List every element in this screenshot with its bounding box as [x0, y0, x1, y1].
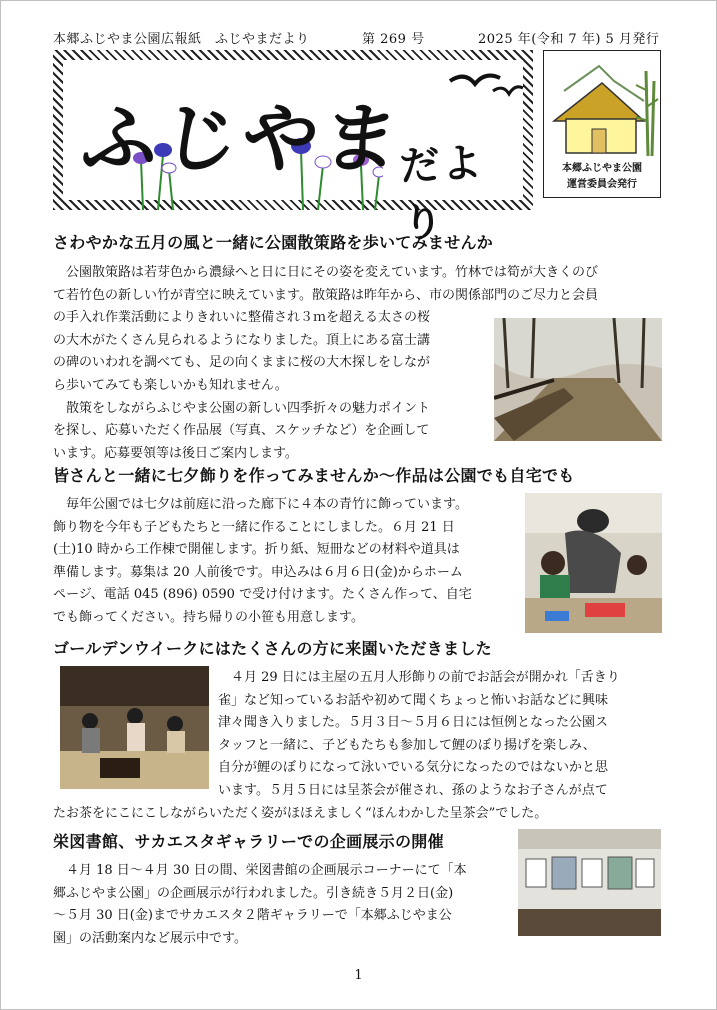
- masthead-subtitle: だより: [398, 139, 485, 248]
- article-3-line: たお茶をにこにこしながらいただく姿がほほえましく“ほんわかした呈茶会”でした。: [53, 805, 548, 821]
- article-4-line: ～５月 30 日(金)までサカエスタ２階ギャラリーで「本郷ふじやま公: [53, 908, 452, 924]
- article-3-heading: ゴールデンウイークにはたくさんの方に来園いただきました: [53, 639, 492, 658]
- article-1-line: 公園散策路は若芽色から濃緑へと日に日にその姿を変えています。竹林では筍が大きくのび: [53, 265, 598, 280]
- emblem-line-2: 運営委員会発行: [567, 179, 637, 190]
- article-1-heading: さわやかな五月の風と一緒に公園散策路を歩いてみませんか: [53, 233, 494, 252]
- article-4-line: 園」の活動案内など展示中です。: [53, 930, 247, 946]
- article-1-line: の手入れ作業活動によりきれいに整備され３ｍを超える太さの桜: [53, 310, 431, 326]
- article-1-line: ら歩いてみても楽しいかも知れません。: [53, 377, 288, 393]
- emblem-line-1: 本郷ふじやま公園: [562, 163, 642, 174]
- article-2-heading: 皆さんと一緒に七夕飾りを作ってみませんか～作品は公園でも自宅でも: [53, 466, 575, 485]
- article-3-line: 自分が鯉のぼりになって泳いでいる気分になったのではないかと思: [218, 760, 609, 776]
- article-3-line: タッフと一緒に、子どもたちも参加して鯉のぼり揚げを楽しみ、: [218, 737, 596, 753]
- tanabata-workshop-photo: [525, 493, 662, 633]
- article-3-line: 津々聞き入りました。５月３日～５月６日には恒例となった公園ス: [218, 715, 609, 731]
- article-1-line: の碑のいわれを調べても、足の向くままに桜の大木探しをしなが: [53, 355, 431, 371]
- article-3-line: ４月 29 日には主屋の五月人形飾りの前でお話会が開かれ「舌きり: [218, 670, 620, 685]
- article-2-line: 毎年公園では七夕は前庭に沿った廊下に４本の青竹に飾っています。: [53, 497, 468, 512]
- article-2-line: ページ、電話 045 (896) 0590 で受け付けます。たくさん作って、自宅: [53, 587, 472, 603]
- masthead-title: ふじやま: [77, 94, 408, 183]
- article-1-line: います。応募要領等は後日ご案内します。: [53, 445, 298, 461]
- article-2-line: 準備します。募集は 20 人前後です。申込みは６月６日(金)からホーム: [53, 564, 463, 580]
- thatched-house-icon: [544, 51, 660, 159]
- article-1-line: の大木がたくさん見られるようになりました。頂上にある富士講: [53, 332, 431, 348]
- article-1-line: て若竹色の新しい竹が青空に映えています。散策路は昨年から、市の関係部門のご尽力と会員: [53, 287, 598, 303]
- article-4-body: [53, 860, 508, 950]
- article-4-line: ４月 18 日～４月 30 日の間、栄図書館の企画展示コーナーにて「本: [53, 863, 467, 878]
- publication-name: 本郷ふじやま公園広報紙 ふじやまだより: [53, 32, 310, 47]
- article-4-heading: 栄図書館、サカエスタギャラリーでの企画展示の開催: [53, 832, 444, 851]
- issue-number: 第 269 号: [362, 32, 425, 47]
- issue-date: 2025 年(令和 7 年) 5 月発行: [478, 32, 660, 47]
- article-2-line: (土)10 時から工作棟で開催します。折り紙、短冊などの材料や道具は: [53, 542, 460, 558]
- page-number: 1: [354, 968, 363, 983]
- article-3-body: [53, 667, 663, 825]
- article-2-line: でも飾ってください。持ち帰りの小笹も用意します。: [53, 609, 364, 625]
- article-2-line: 飾り物を今年も子どもたちと一緒に作ることにしました。６月 21 日: [53, 519, 455, 535]
- publisher-emblem: [543, 50, 661, 198]
- article-2-body: [53, 494, 509, 630]
- article-3-line: 雀」など知っているお話や初めて聞くちょっと怖いお話などに興味: [218, 692, 609, 708]
- article-3-line: います。５月５日には呈茶会が催され、孫のようなお子さんが点て: [218, 782, 608, 798]
- forest-path-photo: [494, 318, 662, 441]
- article-1-line: 散策をしながらふじやま公園の新しい四季折々の魅力ポイント: [53, 400, 431, 416]
- article-1-line: を探し、応募いただく作品展（写真、スケッチなど）を企画して: [53, 423, 430, 439]
- gallery-exhibit-photo: [518, 829, 661, 936]
- article-4-line: 郷ふじやま公園」の企画展示が行われました。引き続き５月２日(金): [53, 885, 454, 901]
- swallows-icon: [445, 66, 525, 106]
